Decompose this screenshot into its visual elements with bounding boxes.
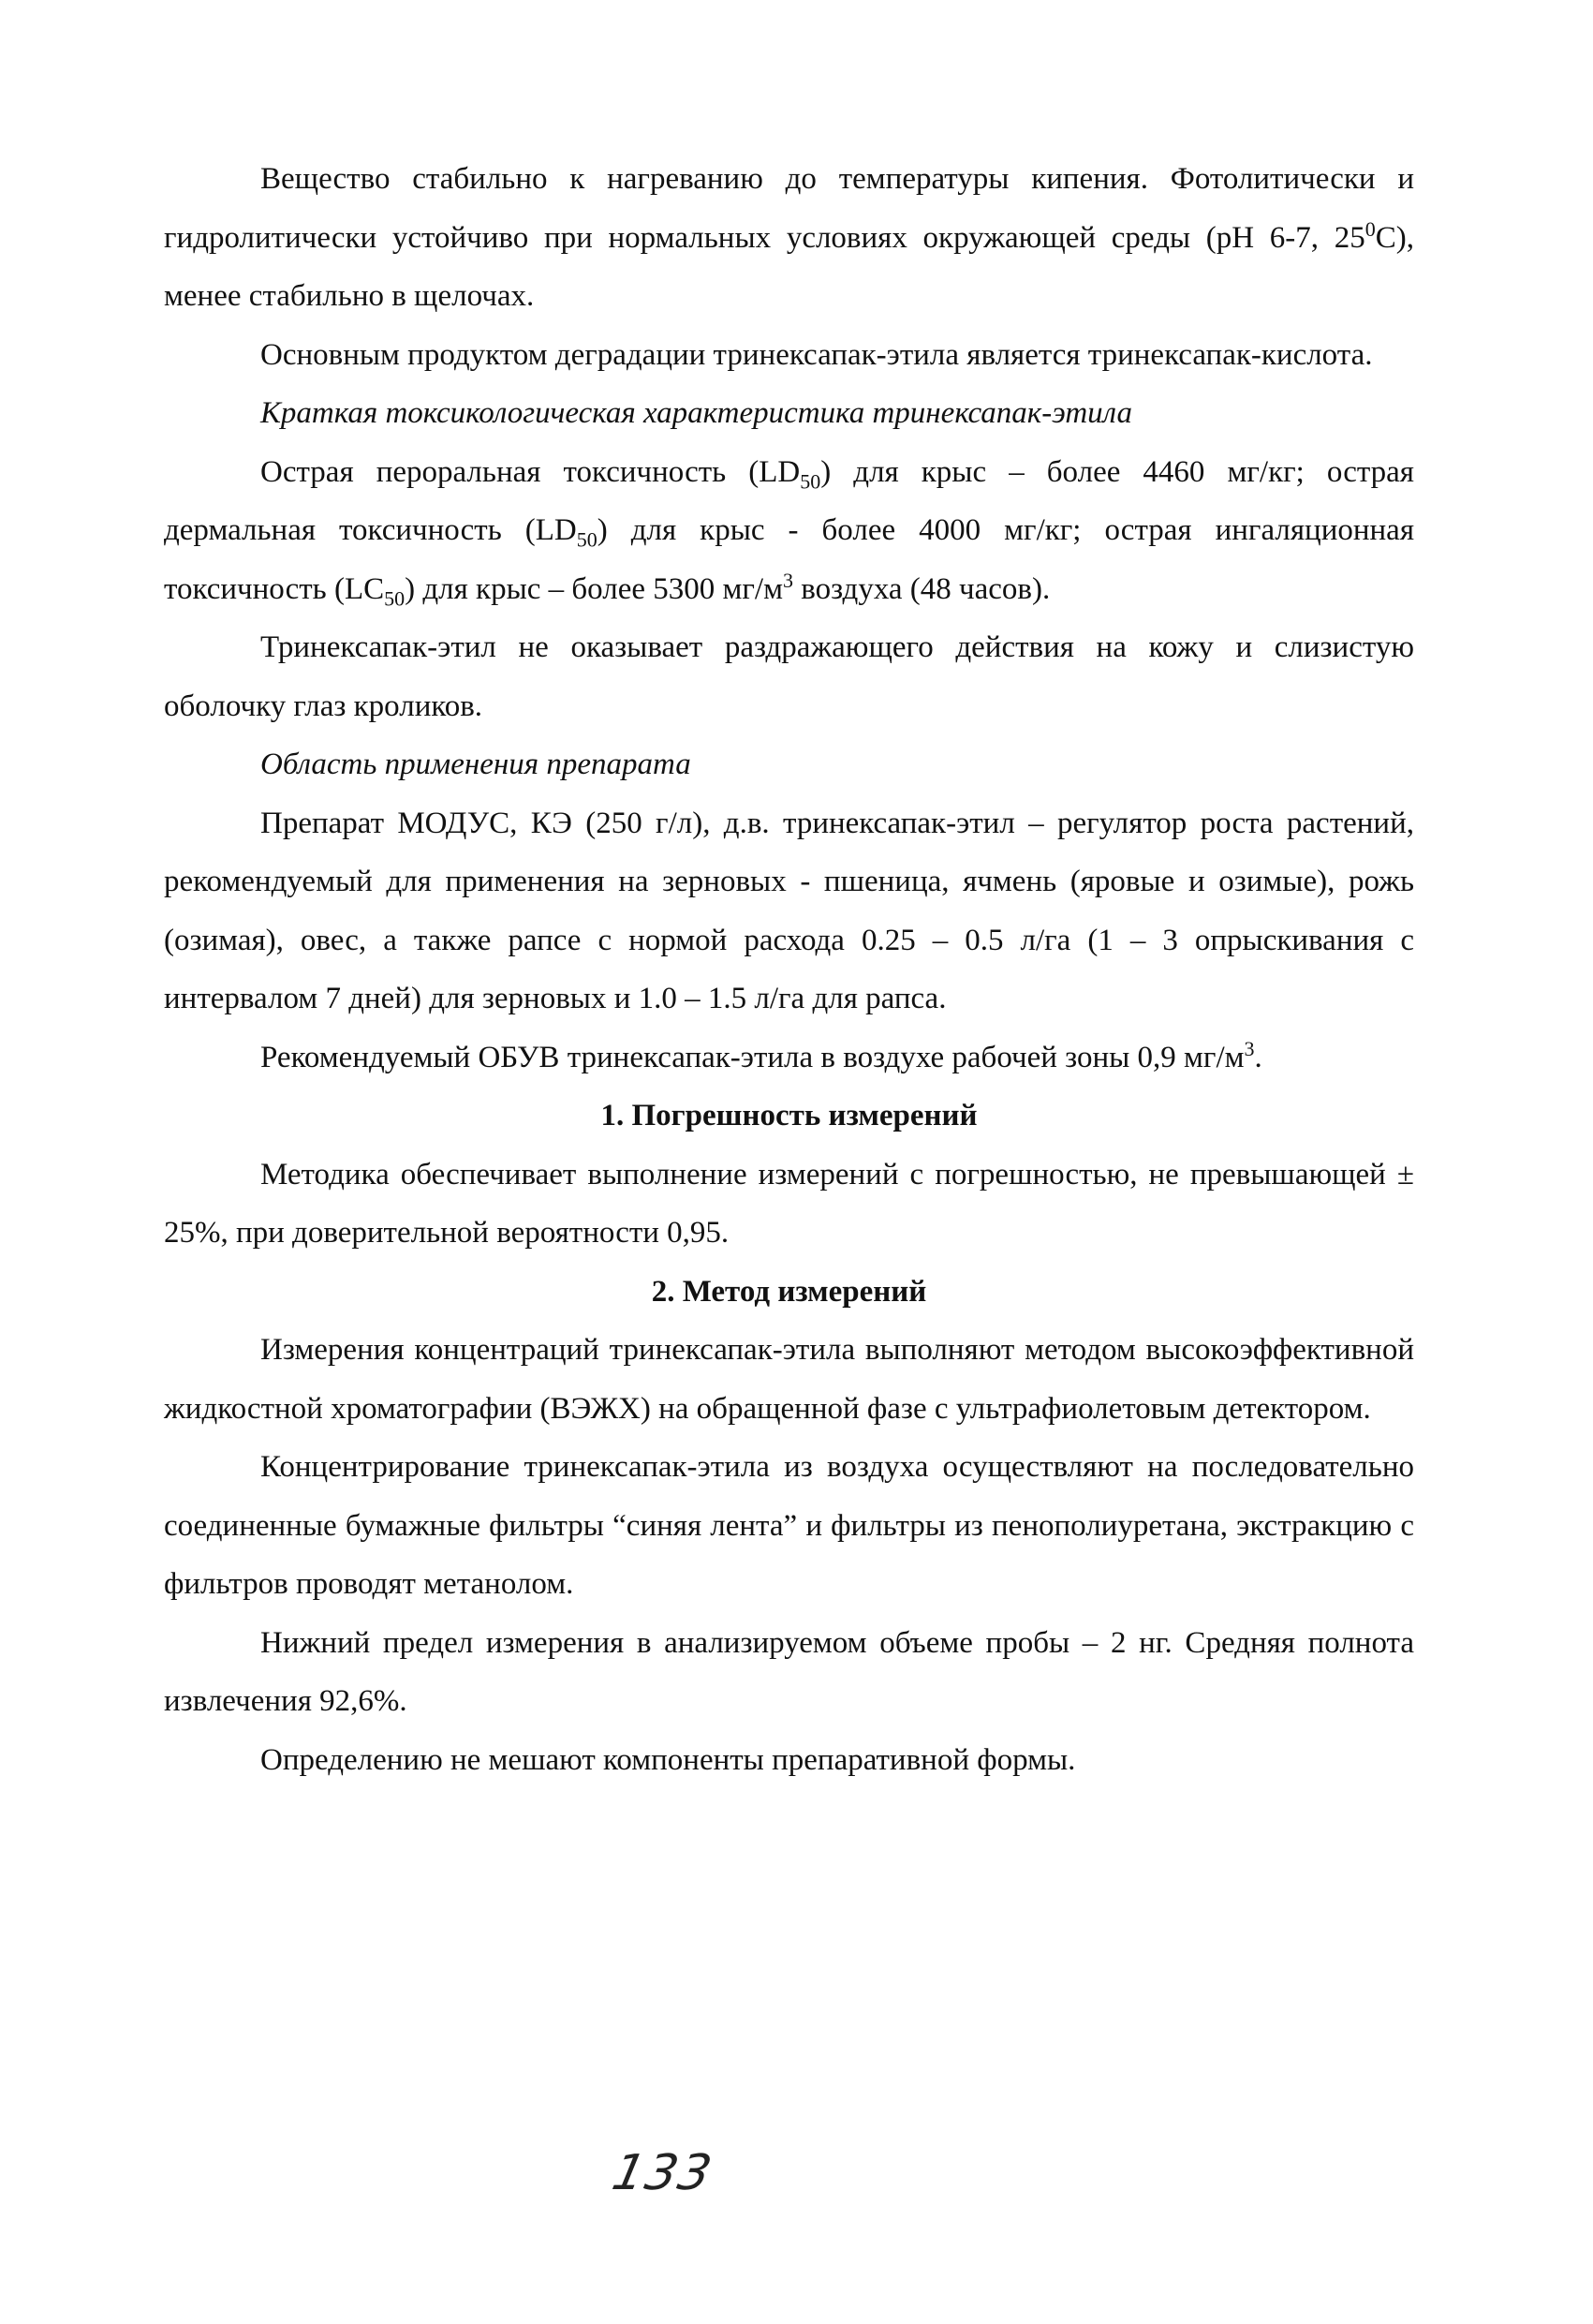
paragraph-text: Вещество стабильно к нагреванию до температуры кипения. Фотолитически и гидролитически устойчиво при нормальных условиях окружающей среды (рН 6-7, 25 (164, 162, 1414, 255)
paragraph-text: ) для крыс – более 4460 мг/кг; острая дермальная токсичность (LD (164, 454, 1414, 547)
paragraph-irritation: Тринексапак-этил не оказывает раздражающего действия на кожу и слизистую оболочку глаз кроликов. (164, 630, 1414, 723)
section-heading-error: 1. Погрешность измерений (600, 1099, 978, 1132)
paragraph-degradation: Основным продуктом деградации тринексапак-этила является тринексапак-кислота. (260, 337, 1373, 372)
application-subtitle: Область применения препарата (260, 748, 691, 781)
document-body (164, 150, 1414, 1789)
paragraph-interference: Определению не мешают компоненты препаративной формы. (260, 1742, 1076, 1777)
paragraph-toxicity (164, 443, 1414, 619)
paragraph-text: Рекомендуемый ОБУВ тринексапак-этила в воздухе рабочей зоны 0,9 мг/м (260, 1040, 1245, 1074)
paragraph-text: Острая пероральная токсичность (LD (260, 454, 801, 489)
section-heading-method: 2. Метод измерений (651, 1274, 927, 1309)
subscript: 50 (384, 586, 406, 611)
paragraph-limit: Нижний предел измерения в анализируемом объеме пробы – 2 нг. Средняя полнота извлечения 92,6%. (164, 1625, 1414, 1718)
paragraph-text: С), менее стабильно в щелочах. (164, 220, 1414, 313)
paragraph-error: Методика обеспечивает выполнение измерений с погрешностью, не превышающей ± 25%, при доверительной вероятности 0,95. (164, 1157, 1414, 1250)
subscript: 50 (800, 469, 821, 494)
paragraph-text: воздуха (48 часов). (792, 571, 1051, 606)
paragraph-stability (164, 150, 1414, 326)
toxicology-subtitle: Краткая токсикологическая характеристика тринексапак-этила (260, 396, 1132, 430)
degree-superscript: 0 (1364, 216, 1376, 241)
subscript: 50 (576, 527, 597, 552)
paragraph-text: ) для крыс - более 4000 мг/кг; острая ингаляционная токсичность (LC (164, 513, 1415, 606)
paragraph-obuv (164, 1029, 1414, 1088)
handwritten-page-number: 133 (607, 2145, 718, 2201)
paragraph-concentration: Концентрирование тринексапак-этила из воздуха осуществляют на последовательно соединенные бумажные фильтры “синяя лента” и фильтры из пенополиуретана, экстракцию с фильтров проводят метанолом. (164, 1450, 1414, 1601)
superscript: 3 (782, 568, 793, 592)
paragraph-text: . (1254, 1040, 1262, 1074)
paragraph-method: Измерения концентраций тринексапак-этила выполняют методом высокоэффективной жидкостной хроматографии (ВЭЖХ) на обращенной фазе с ультрафиолетовым детектором. (164, 1333, 1414, 1426)
paragraph-application: Препарат МОДУС, КЭ (250 г/л), д.в. тринексапак-этил – регулятор роста растений, рекомендуемый для применения на зерновых - пшеница, ячмень (яровые и озимые), рожь (озимая), овес, а также рапсе с нормой расхода 0.25 – 0.5 л/га (1 – 3 опрыскивания с интервалом 7 дней) для зерновых и 1.0 – 1.5 л/га для рапса. (164, 806, 1414, 1015)
paragraph-text: ) для крыс – более 5300 мг/м (405, 571, 783, 606)
superscript: 3 (1244, 1036, 1255, 1060)
